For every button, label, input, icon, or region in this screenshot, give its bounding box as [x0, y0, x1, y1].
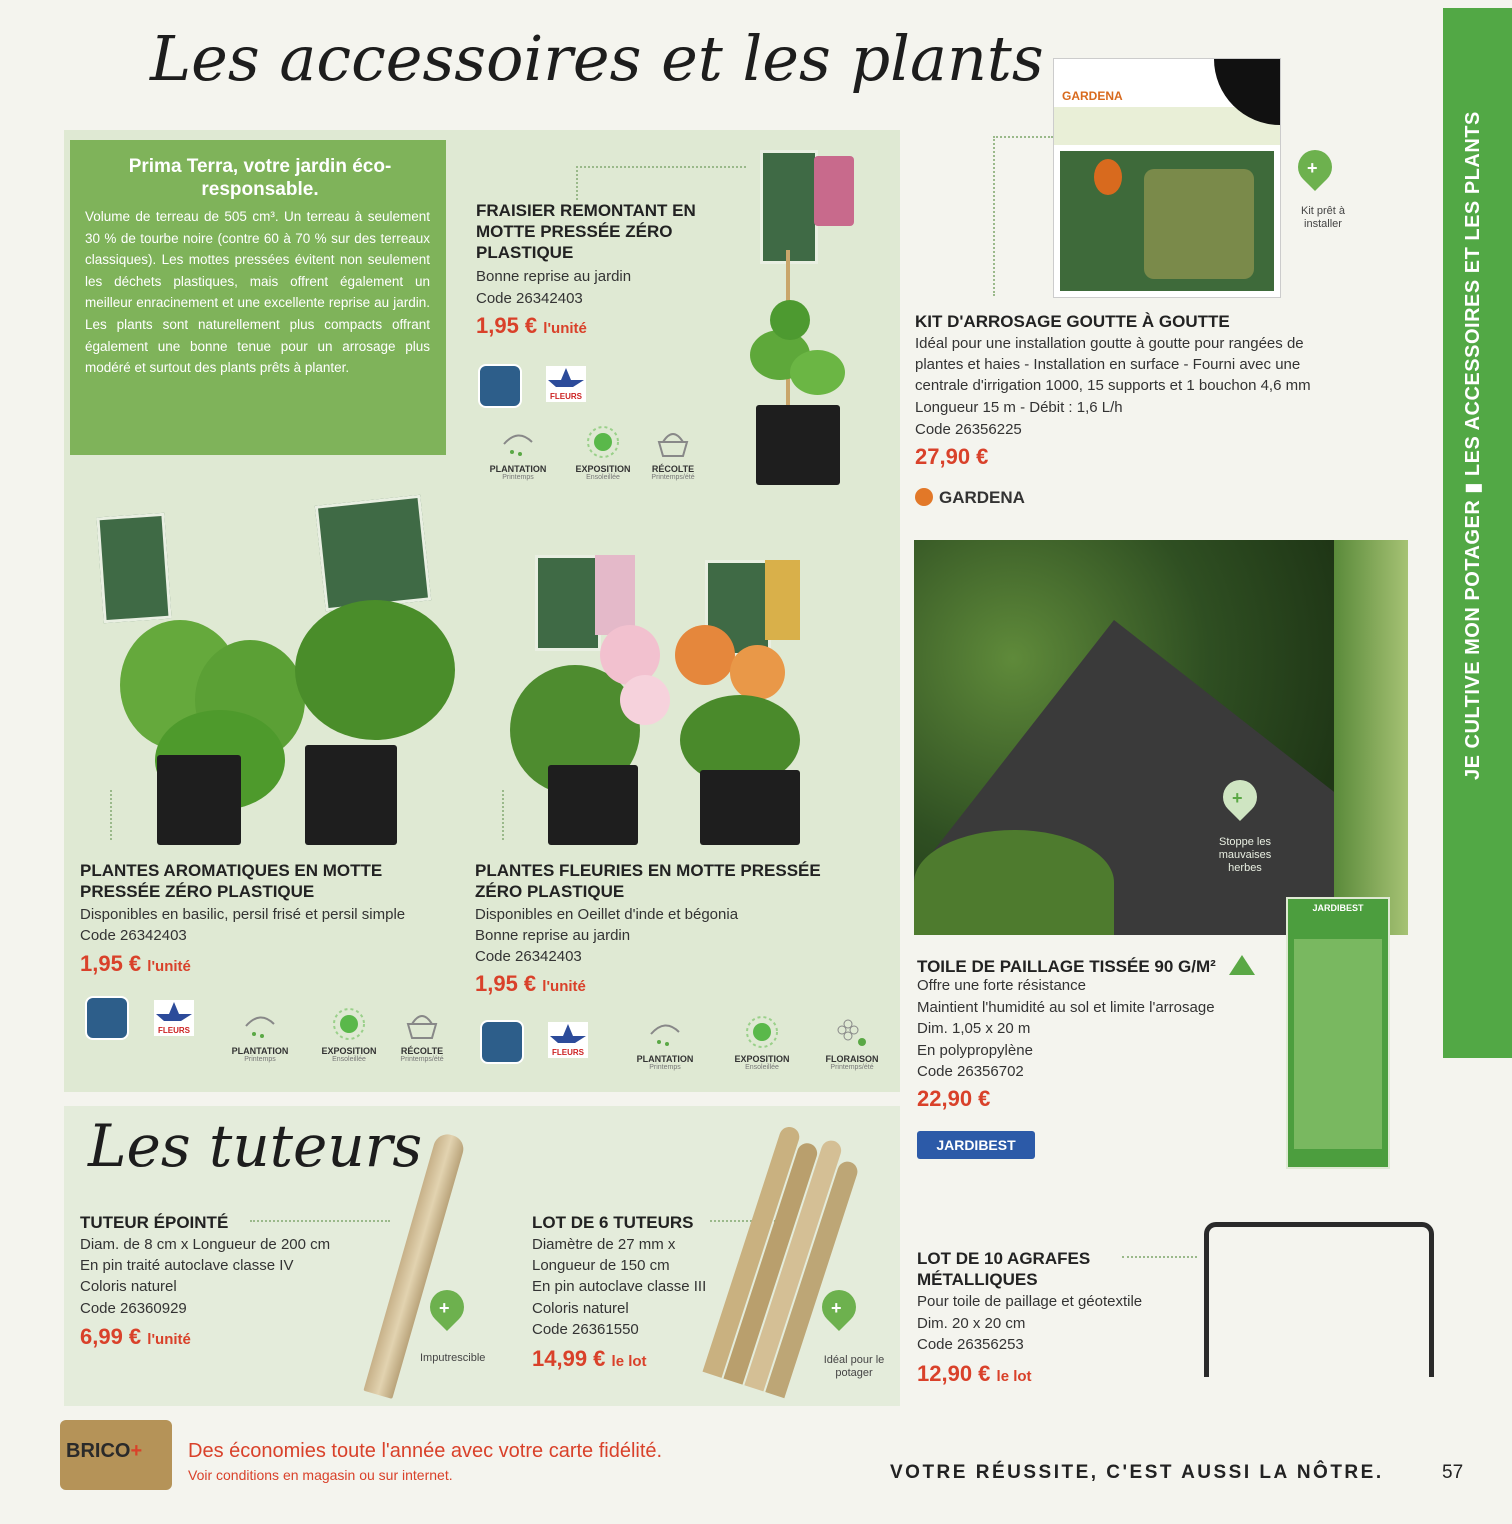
toile-price: 22,90 € — [917, 1086, 991, 1111]
agrafes-title: LOT DE 10 AGRAFES MÉTALLIQUES — [917, 1249, 1091, 1289]
tuteurs-title: Les tuteurs — [88, 1112, 423, 1180]
tuteur-desc-2: En pin traité autoclave classe IV — [80, 1257, 294, 1274]
footer-slogan: VOTRE RÉUSSITE, C'EST AUSSI LA NÔTRE. — [890, 1462, 1384, 1483]
prima-terra-logo-3 — [480, 1020, 524, 1064]
fleurs-de-france-logo-3: FLEURS — [548, 1022, 588, 1058]
staple-image — [1204, 1222, 1434, 1377]
exposition-icon-2: EXPOSITION Ensoleillée — [308, 1006, 390, 1063]
fleurs-de-france-logo: FLEURS — [546, 366, 586, 402]
page-number: 57 — [1442, 1462, 1464, 1483]
tuteur-badge-text: Imputrescible — [420, 1352, 486, 1364]
lot6-desc-3: En pin autoclave classe III — [532, 1278, 707, 1295]
aro-code: Code 26342403 — [80, 927, 187, 944]
tuteur-badge-icon: + — [430, 1290, 464, 1334]
fleur-code: Code 26342403 — [475, 948, 582, 965]
kit-badge-text: Kit prêt à installer — [1300, 205, 1346, 230]
agrafes-desc-2: Dim. 20 x 20 cm — [917, 1315, 1026, 1332]
kit-desc-4: Longueur 15 m - Débit : 1,6 L/h — [915, 399, 1123, 416]
lot6-desc-2: Longueur de 150 cm — [532, 1257, 670, 1274]
toile-title: TOILE DE PAILLAGE TISSÉE 90 G/M² — [917, 955, 1255, 977]
recolte-icon-2: RÉCOLTE Printemps/été — [390, 1006, 454, 1063]
toile-badge-text: Stoppe les mauvaises herbes — [1218, 836, 1272, 874]
lot6-title: LOT DE 6 TUTEURS — [532, 1213, 694, 1232]
fleur-price: 1,95 € l'unité — [475, 971, 586, 996]
jardibest-logo: JARDIBEST — [917, 1131, 1035, 1159]
kit-desc-1: Idéal pour une installation goutte à goutte pour rangées de — [915, 335, 1304, 352]
fleur-desc-2: Bonne reprise au jardin — [475, 927, 631, 944]
agrafes-desc-1: Pour toile de paillage et géotextile — [917, 1293, 1143, 1310]
aro-price: 1,95 € l'unité — [80, 951, 191, 976]
drip-kit-box-image: GARDENA — [1053, 58, 1281, 298]
mulch-fabric-image — [914, 540, 1408, 935]
fraisier-desc: Bonne reprise au jardin — [476, 268, 632, 285]
tuteur-title: TUTEUR ÉPOINTÉ — [80, 1213, 229, 1232]
fraisier-title: FRAISIER REMONTANT EN MOTTE PRESSÉE ZÉRO PLASTIQUE — [476, 201, 696, 262]
agrafes-code: Code 26356253 — [917, 1336, 1024, 1353]
intro-text: Volume de terreau de 505 cm³. Un terreau à seulement 30 % de tourbe noire (contre 60 à 70 % sur des terreaux classiques). Les mottes pressées évitent non seulement les déchets plastiques, mais offrent également un meilleur enracinement et une excellente reprise au jardin. Les plants sont naturellement plus compacts offrant également une bonne tenue pour un arrosage plus modéré et surtout des plants prêts à planter. — [85, 209, 430, 376]
agrafes-price: 12,90 € le lot — [917, 1361, 1032, 1386]
prima-terra-logo — [478, 364, 522, 408]
footer-conditions: Voir conditions en magasin ou sur internet. — [188, 1467, 453, 1483]
toile-desc-2: Maintient l'humidité au sol et limite l'arrosage — [917, 999, 1215, 1016]
intro-title: Prima Terra, votre jardin éco-responsable. — [128, 156, 392, 200]
plantation-icon-3: PLANTATION Printemps — [620, 1014, 710, 1071]
floraison-icon: FLORAISON Printemps/été — [812, 1014, 892, 1071]
lot6-badge-icon: + — [822, 1290, 856, 1334]
lot6-badge-text: Idéal pour le potager — [823, 1354, 885, 1379]
lot6-price: 14,99 € le lot — [532, 1346, 647, 1371]
tuteur-code: Code 26360929 — [80, 1300, 187, 1317]
toile-desc-3: Dim. 1,05 x 20 m — [917, 1020, 1031, 1037]
tuteur-desc-1: Diam. de 8 cm x Longueur de 200 cm — [80, 1236, 331, 1253]
lot6-code: Code 26361550 — [532, 1321, 639, 1338]
tuteur-desc-3: Coloris naturel — [80, 1278, 177, 1295]
brico-card-image: BRICO+ — [60, 1420, 172, 1490]
lot6-desc-4: Coloris naturel — [532, 1300, 629, 1317]
fraisier-code: Code 26342403 — [476, 290, 583, 307]
exposition-icon-3: EXPOSITION Ensoleillée — [718, 1014, 806, 1071]
kit-desc-2: plantes et haies - Installation en surface - Fourni avec une — [915, 356, 1301, 373]
flower-plants-image — [500, 545, 820, 850]
plantation-icon-2: PLANTATION Printemps — [220, 1006, 300, 1063]
fleur-title: PLANTES FLEURIES EN MOTTE PRESSÉE ZÉRO PLASTIQUE — [475, 861, 821, 901]
jardibest-pack-image: JARDIBEST — [1286, 897, 1390, 1169]
plantation-icon-1: PLANTATION Printemps — [478, 424, 558, 481]
tuteur-price: 6,99 € l'unité — [80, 1324, 191, 1349]
side-label: JE CULTIVE MON POTAGER ▮ LES ACCESSOIRES ET LES PLANTS — [1462, 111, 1484, 780]
kit-code: Code 26356225 — [915, 421, 1022, 438]
fraisier-price: 1,95 € l'unité — [476, 313, 587, 338]
strawberry-plant-image — [740, 150, 860, 490]
lot6-desc-1: Diamètre de 27 mm x — [532, 1236, 676, 1253]
gardena-logo: GARDENA — [915, 488, 1025, 508]
toile-desc-1: Offre une forte résistance — [917, 977, 1086, 994]
prima-terra-logo-2 — [85, 996, 129, 1040]
fleurs-de-france-logo-2: FLEURS — [154, 1000, 194, 1036]
recolte-icon-1: RÉCOLTE Printemps/été — [638, 424, 708, 481]
footer-loyalty-text: Des économies toute l'année avec votre carte fidélité. — [188, 1440, 663, 1462]
aro-title: PLANTES AROMATIQUES EN MOTTE PRESSÉE ZÉRO PLASTIQUE — [80, 861, 383, 901]
page-title: Les accessoires et les plants — [150, 22, 1044, 95]
fleur-desc-1: Disponibles en Oeillet d'inde et bégonia — [475, 906, 739, 923]
kit-price: 27,90 € — [915, 444, 989, 469]
kit-title: KIT D'ARROSAGE GOUTTE À GOUTTE — [915, 312, 1230, 331]
toile-desc-4: En polypropylène — [917, 1042, 1033, 1059]
kit-desc-3: centrale d'irrigation 1000, 15 supports et 1 bouchon 4,6 mm — [915, 377, 1311, 394]
toile-badge-icon: + — [1223, 780, 1257, 824]
exposition-icon-1: EXPOSITION Ensoleillée — [563, 424, 643, 481]
herb-plants-image — [95, 490, 485, 850]
kit-badge-icon: + — [1298, 150, 1332, 194]
aro-desc: Disponibles en basilic, persil frisé et persil simple — [80, 906, 406, 923]
toile-code: Code 26356702 — [917, 1063, 1024, 1080]
